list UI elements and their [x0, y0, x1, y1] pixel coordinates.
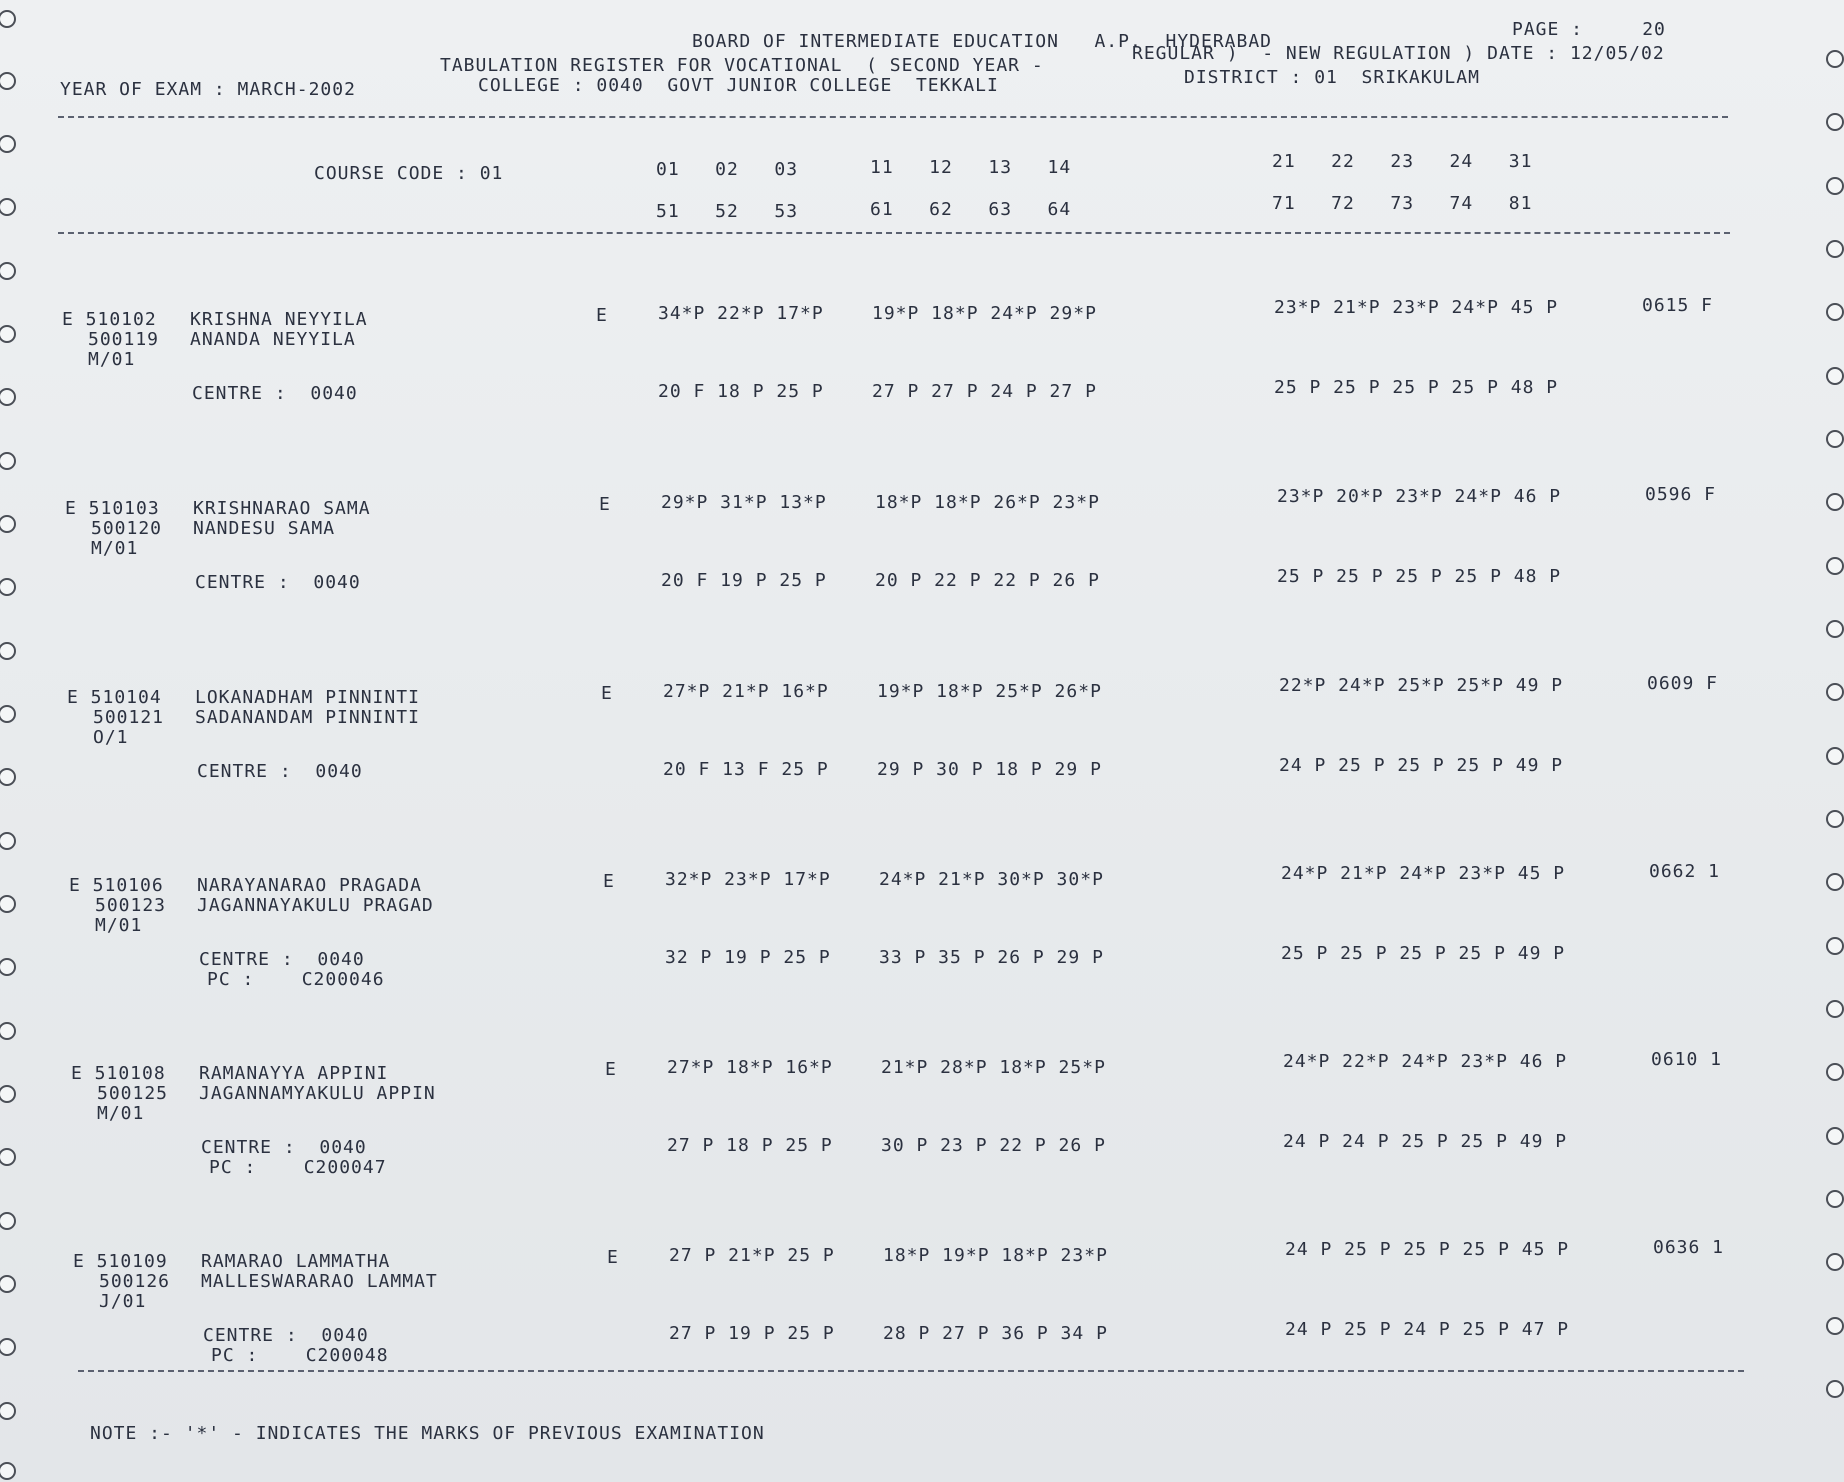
- medium-code: E: [607, 1247, 619, 1268]
- pc-code: PC : C200048: [211, 1345, 389, 1366]
- marks-part3-row1: 24*P 22*P 24*P 23*P 46 P: [1283, 1051, 1568, 1072]
- marks-part3-row1: 24*P 21*P 24*P 23*P 45 P: [1281, 863, 1566, 884]
- student-name: KRISHNA NEYYILA: [190, 309, 368, 330]
- total-and-result: 0610 1: [1651, 1049, 1723, 1070]
- marks-part2-row2: 20 P 22 P 22 P 26 P: [875, 570, 1100, 591]
- marks-part2-row1: 18*P 19*P 18*P 23*P: [883, 1245, 1108, 1266]
- student-name: RAMARAO LAMMATHA: [201, 1251, 391, 1272]
- subject-codes-part3-top: 21 22 23 24 31: [1272, 151, 1533, 172]
- group-code: O/1: [93, 727, 129, 748]
- medium-code: E: [603, 871, 615, 892]
- divider: [58, 232, 1730, 234]
- register-number: E 510104: [67, 687, 162, 708]
- parent-name: JAGANNAYAKULU PRAGAD: [197, 895, 434, 916]
- student-name: LOKANADHAM PINNINTI: [195, 687, 420, 708]
- student-id: 500123: [95, 895, 167, 916]
- total-and-result: 0615 F: [1642, 295, 1714, 316]
- marks-part1-row1: 27*P 21*P 16*P: [663, 681, 829, 702]
- student-record: [3, 484, 1844, 679]
- marks-part1-row1: 27*P 18*P 16*P: [667, 1057, 833, 1078]
- total-and-result: 0596 F: [1645, 484, 1717, 505]
- medium-code: E: [596, 305, 608, 326]
- parent-name: ANANDA NEYYILA: [190, 329, 356, 350]
- marks-part2-row2: 27 P 27 P 24 P 27 P: [872, 381, 1097, 402]
- exam-centre: CENTRE : 0040: [199, 949, 365, 970]
- medium-code: E: [599, 494, 611, 515]
- register-number: E 510106: [69, 875, 164, 896]
- board-title: BOARD OF INTERMEDIATE EDUCATION A.P. HYDERABAD: [692, 31, 1273, 52]
- marks-part2-row1: 21*P 28*P 18*P 25*P: [881, 1057, 1106, 1078]
- marks-part1-row1: 34*P 22*P 17*P: [658, 303, 824, 324]
- register-number: E 510103: [65, 498, 160, 519]
- marks-part3-row2: 24 P 25 P 25 P 25 P 49 P: [1279, 755, 1564, 776]
- register-number: E 510108: [71, 1063, 166, 1084]
- marks-part1-row2: 20 F 13 F 25 P: [663, 759, 829, 780]
- marks-part1-row1: 29*P 31*P 13*P: [661, 492, 827, 513]
- student-name: KRISHNARAO SAMA: [193, 498, 371, 519]
- marks-part1-row2: 32 P 19 P 25 P: [665, 947, 831, 968]
- marks-part2-row2: 29 P 30 P 18 P 29 P: [877, 759, 1102, 780]
- group-code: J/01: [99, 1291, 147, 1312]
- year-of-exam: YEAR OF EXAM : MARCH-2002: [60, 79, 356, 100]
- marks-part1-row1: 27 P 21*P 25 P: [669, 1245, 835, 1266]
- student-id: 500125: [97, 1083, 169, 1104]
- exam-centre: CENTRE : 0040: [192, 383, 358, 404]
- punch-hole: [0, 10, 16, 28]
- register-number: E 510109: [73, 1251, 168, 1272]
- divider: [78, 1370, 1744, 1372]
- punch-hole: [1826, 240, 1844, 258]
- marks-part3-row2: 25 P 25 P 25 P 25 P 48 P: [1274, 377, 1559, 398]
- marks-part1-row2: 20 F 19 P 25 P: [661, 570, 827, 591]
- page-number: PAGE : 20: [1512, 19, 1666, 40]
- parent-name: MALLESWARARAO LAMMAT: [201, 1271, 438, 1292]
- student-id: 500120: [91, 518, 163, 539]
- group-code: M/01: [97, 1103, 145, 1124]
- exam-centre: CENTRE : 0040: [195, 572, 361, 593]
- marks-part1-row1: 32*P 23*P 17*P: [665, 869, 831, 890]
- medium-code: E: [601, 683, 613, 704]
- register-number: E 510102: [62, 309, 157, 330]
- exam-centre: CENTRE : 0040: [203, 1325, 369, 1346]
- marks-part2-row1: 18*P 18*P 26*P 23*P: [875, 492, 1100, 513]
- subject-codes-part1-bottom: 51 52 53: [656, 201, 799, 222]
- regulation-date: REGULAR ) - NEW REGULATION ) DATE : 12/05/02: [1132, 43, 1665, 64]
- total-and-result: 0662 1: [1649, 861, 1721, 882]
- marks-part3-row1: 23*P 20*P 23*P 24*P 46 P: [1277, 486, 1562, 507]
- marks-part2-row1: 24*P 21*P 30*P 30*P: [879, 869, 1104, 890]
- subject-codes-part3-bottom: 71 72 73 74 81: [1272, 193, 1533, 214]
- parent-name: NANDESU SAMA: [193, 518, 336, 539]
- punch-hole: [1826, 50, 1844, 68]
- punch-hole: [1826, 113, 1844, 131]
- total-and-result: 0636 1: [1653, 1237, 1725, 1258]
- parent-name: SADANANDAM PINNINTI: [195, 707, 420, 728]
- marks-part2-row1: 19*P 18*P 24*P 29*P: [872, 303, 1097, 324]
- footnote: NOTE :- '*' - INDICATES THE MARKS OF PREVIOUS EXAMINATION: [90, 1423, 765, 1444]
- group-code: M/01: [88, 349, 136, 370]
- group-code: M/01: [95, 915, 143, 936]
- student-record: [7, 861, 1844, 1056]
- student-record: [9, 1049, 1844, 1244]
- register-title: TABULATION REGISTER FOR VOCATIONAL ( SECOND YEAR -: [440, 55, 1044, 76]
- medium-code: E: [605, 1059, 617, 1080]
- marks-part1-row2: 20 F 18 P 25 P: [658, 381, 824, 402]
- student-record: [5, 673, 1844, 868]
- marks-part3-row2: 24 P 24 P 25 P 25 P 49 P: [1283, 1131, 1568, 1152]
- punch-hole: [0, 262, 16, 280]
- marks-part3-row2: 24 P 25 P 24 P 25 P 47 P: [1285, 1319, 1570, 1340]
- pc-code: PC : C200046: [207, 969, 385, 990]
- subject-codes-part2-top: 11 12 13 14: [870, 157, 1072, 178]
- subject-codes-part1-top: 01 02 03: [656, 159, 799, 180]
- marks-part2-row2: 30 P 23 P 22 P 26 P: [881, 1135, 1106, 1156]
- student-id: 500121: [93, 707, 165, 728]
- parent-name: JAGANNAMYAKULU APPIN: [199, 1083, 436, 1104]
- marks-part3-row1: 24 P 25 P 25 P 25 P 45 P: [1285, 1239, 1570, 1260]
- student-id: 500126: [99, 1271, 171, 1292]
- marks-part2-row2: 33 P 35 P 26 P 29 P: [879, 947, 1104, 968]
- punch-hole: [1826, 177, 1844, 195]
- punch-hole: [0, 135, 16, 153]
- pc-code: PC : C200047: [209, 1157, 387, 1178]
- student-name: RAMANAYYA APPINI: [199, 1063, 389, 1084]
- student-record: [11, 1237, 1844, 1432]
- college-name: COLLEGE : 0040 GOVT JUNIOR COLLEGE TEKKALI: [478, 75, 999, 96]
- punch-hole: [0, 198, 16, 216]
- divider: [58, 116, 1728, 118]
- marks-part1-row2: 27 P 18 P 25 P: [667, 1135, 833, 1156]
- student-id: 500119: [88, 329, 160, 350]
- student-record: [0, 295, 1844, 490]
- student-name: NARAYANARAO PRAGADA: [197, 875, 422, 896]
- marks-part3-row2: 25 P 25 P 25 P 25 P 48 P: [1277, 566, 1562, 587]
- marks-part3-row1: 22*P 24*P 25*P 25*P 49 P: [1279, 675, 1564, 696]
- marks-part2-row1: 19*P 18*P 25*P 26*P: [877, 681, 1102, 702]
- district: DISTRICT : 01 SRIKAKULAM: [1184, 67, 1480, 88]
- marks-part2-row2: 28 P 27 P 36 P 34 P: [883, 1323, 1108, 1344]
- course-code: COURSE CODE : 01: [314, 163, 504, 184]
- group-code: M/01: [91, 538, 139, 559]
- exam-centre: CENTRE : 0040: [197, 761, 363, 782]
- punch-hole: [0, 1462, 16, 1480]
- marks-part1-row2: 27 P 19 P 25 P: [669, 1323, 835, 1344]
- marks-part3-row2: 25 P 25 P 25 P 25 P 49 P: [1281, 943, 1566, 964]
- punch-hole: [0, 72, 16, 90]
- exam-centre: CENTRE : 0040: [201, 1137, 367, 1158]
- marks-part3-row1: 23*P 21*P 23*P 24*P 45 P: [1274, 297, 1559, 318]
- subject-codes-part2-bottom: 61 62 63 64: [870, 199, 1072, 220]
- total-and-result: 0609 F: [1647, 673, 1719, 694]
